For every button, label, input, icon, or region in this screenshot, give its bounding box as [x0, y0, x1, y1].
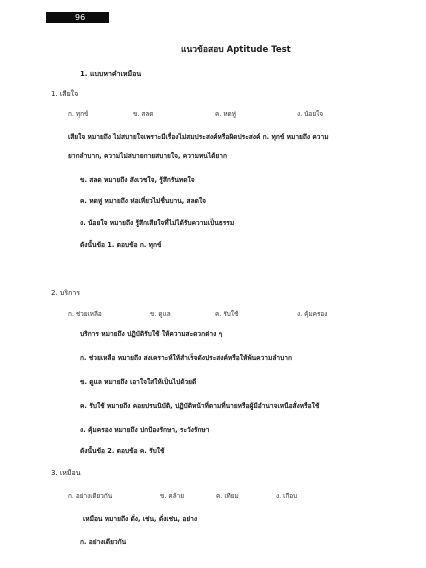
page-number-bar — [46, 12, 109, 23]
page-number: 96 — [75, 13, 86, 22]
q3-definition: เหมือน หมายถึง ดั่ง, เช่น, ดั่งเช่น, อย่าง — [83, 515, 198, 523]
q2-option-a: ก. ช่วยเหลือ — [68, 310, 102, 318]
question-2-label: 2. บริการ — [51, 289, 81, 297]
q1-option-b: ข. สลด — [133, 110, 154, 118]
q2-explanation-a: ก. ช่วยเหลือ หมายถึง สงเคราะห์ให้สำเร็จดังประสงค์หรือให้พ้นความลำบาก — [80, 354, 292, 362]
q1-answer: ดังนั้นข้อ 1. ตอบข้อ ก. ทุกข์ — [80, 241, 162, 249]
q1-definition-line1: เสียใจ หมายถึง ไม่สบายใจเพราะมีเรื่องไม่สมประสงค์หรือผิดประสงค์ ก. ทุกข์ หมายถึง ความ — [68, 133, 329, 141]
q3-explanation-a: ก. อย่างเดียวกัน — [80, 538, 127, 546]
q1-option-a: ก. ทุกข์ — [68, 110, 89, 118]
q1-option-d: ง. น้อยใจ — [297, 110, 323, 118]
q3-option-c: ค. เทียม — [216, 492, 239, 500]
q2-answer: ดังนั้นข้อ 2. ตอบข้อ ค. รับใช้ — [80, 447, 165, 455]
q2-option-d: ง. คุ้มครอง — [297, 310, 328, 318]
section-heading: 1. แบบหาคำเหมือน — [80, 70, 142, 78]
q3-option-a: ก. อย่างเดียวกัน — [68, 492, 113, 500]
q2-explanation-b: ข. ดูแล หมายถึง เอาใจใส่ให้เป็นไปด้วยดี — [80, 378, 197, 386]
q2-definition: บริการ หมายถึง ปฏิบัติรับใช้ ให้ความสะดวกต่าง ๆ — [80, 330, 223, 338]
q1-option-c: ค. หดหู่ — [215, 110, 236, 118]
q2-option-c: ค. รับใช้ — [215, 310, 239, 318]
question-1-label: 1. เสียใจ — [51, 90, 79, 98]
q2-option-b: ข. ดูแล — [150, 310, 171, 318]
q2-explanation-d: ง. คุ้มครอง หมายถึง ปกป้องรักษา, ระวังรักษา — [80, 426, 210, 434]
q3-option-d: ง. เกือบ — [276, 492, 298, 500]
q1-explanation-d: ง. น้อยใจ หมายถึง รู้สึกเสียใจที่ไม่ได้รับความเป็นธรรม — [80, 219, 235, 227]
q2-explanation-c: ค. รับใช้ หมายถึง คอยปรนนิบัติ, ปฏิบัติหน้าที่ตามที่นายหรือผู้มีอำนาจเหนือสั่งหรือใช้ — [80, 402, 320, 410]
q1-explanation-c: ค. หดหู่ หมายถึง ห่อเหี่ยวไม่ชื่นบาน, สลดใจ — [80, 197, 206, 205]
q1-explanation-b: ข. สลด หมายถึง สังเวชใจ, รู้สึกรันทดใจ — [80, 176, 195, 184]
q3-option-b: ข. คล้าย — [160, 492, 184, 500]
question-3-label: 3. เหมือน — [51, 469, 81, 477]
q1-definition-line2: ยากลำบาก, ความไม่สบายกายสบายใจ, ความทนได้ยาก — [68, 152, 227, 160]
page-title: แนวข้อสอบ Aptitude Test — [181, 45, 291, 55]
